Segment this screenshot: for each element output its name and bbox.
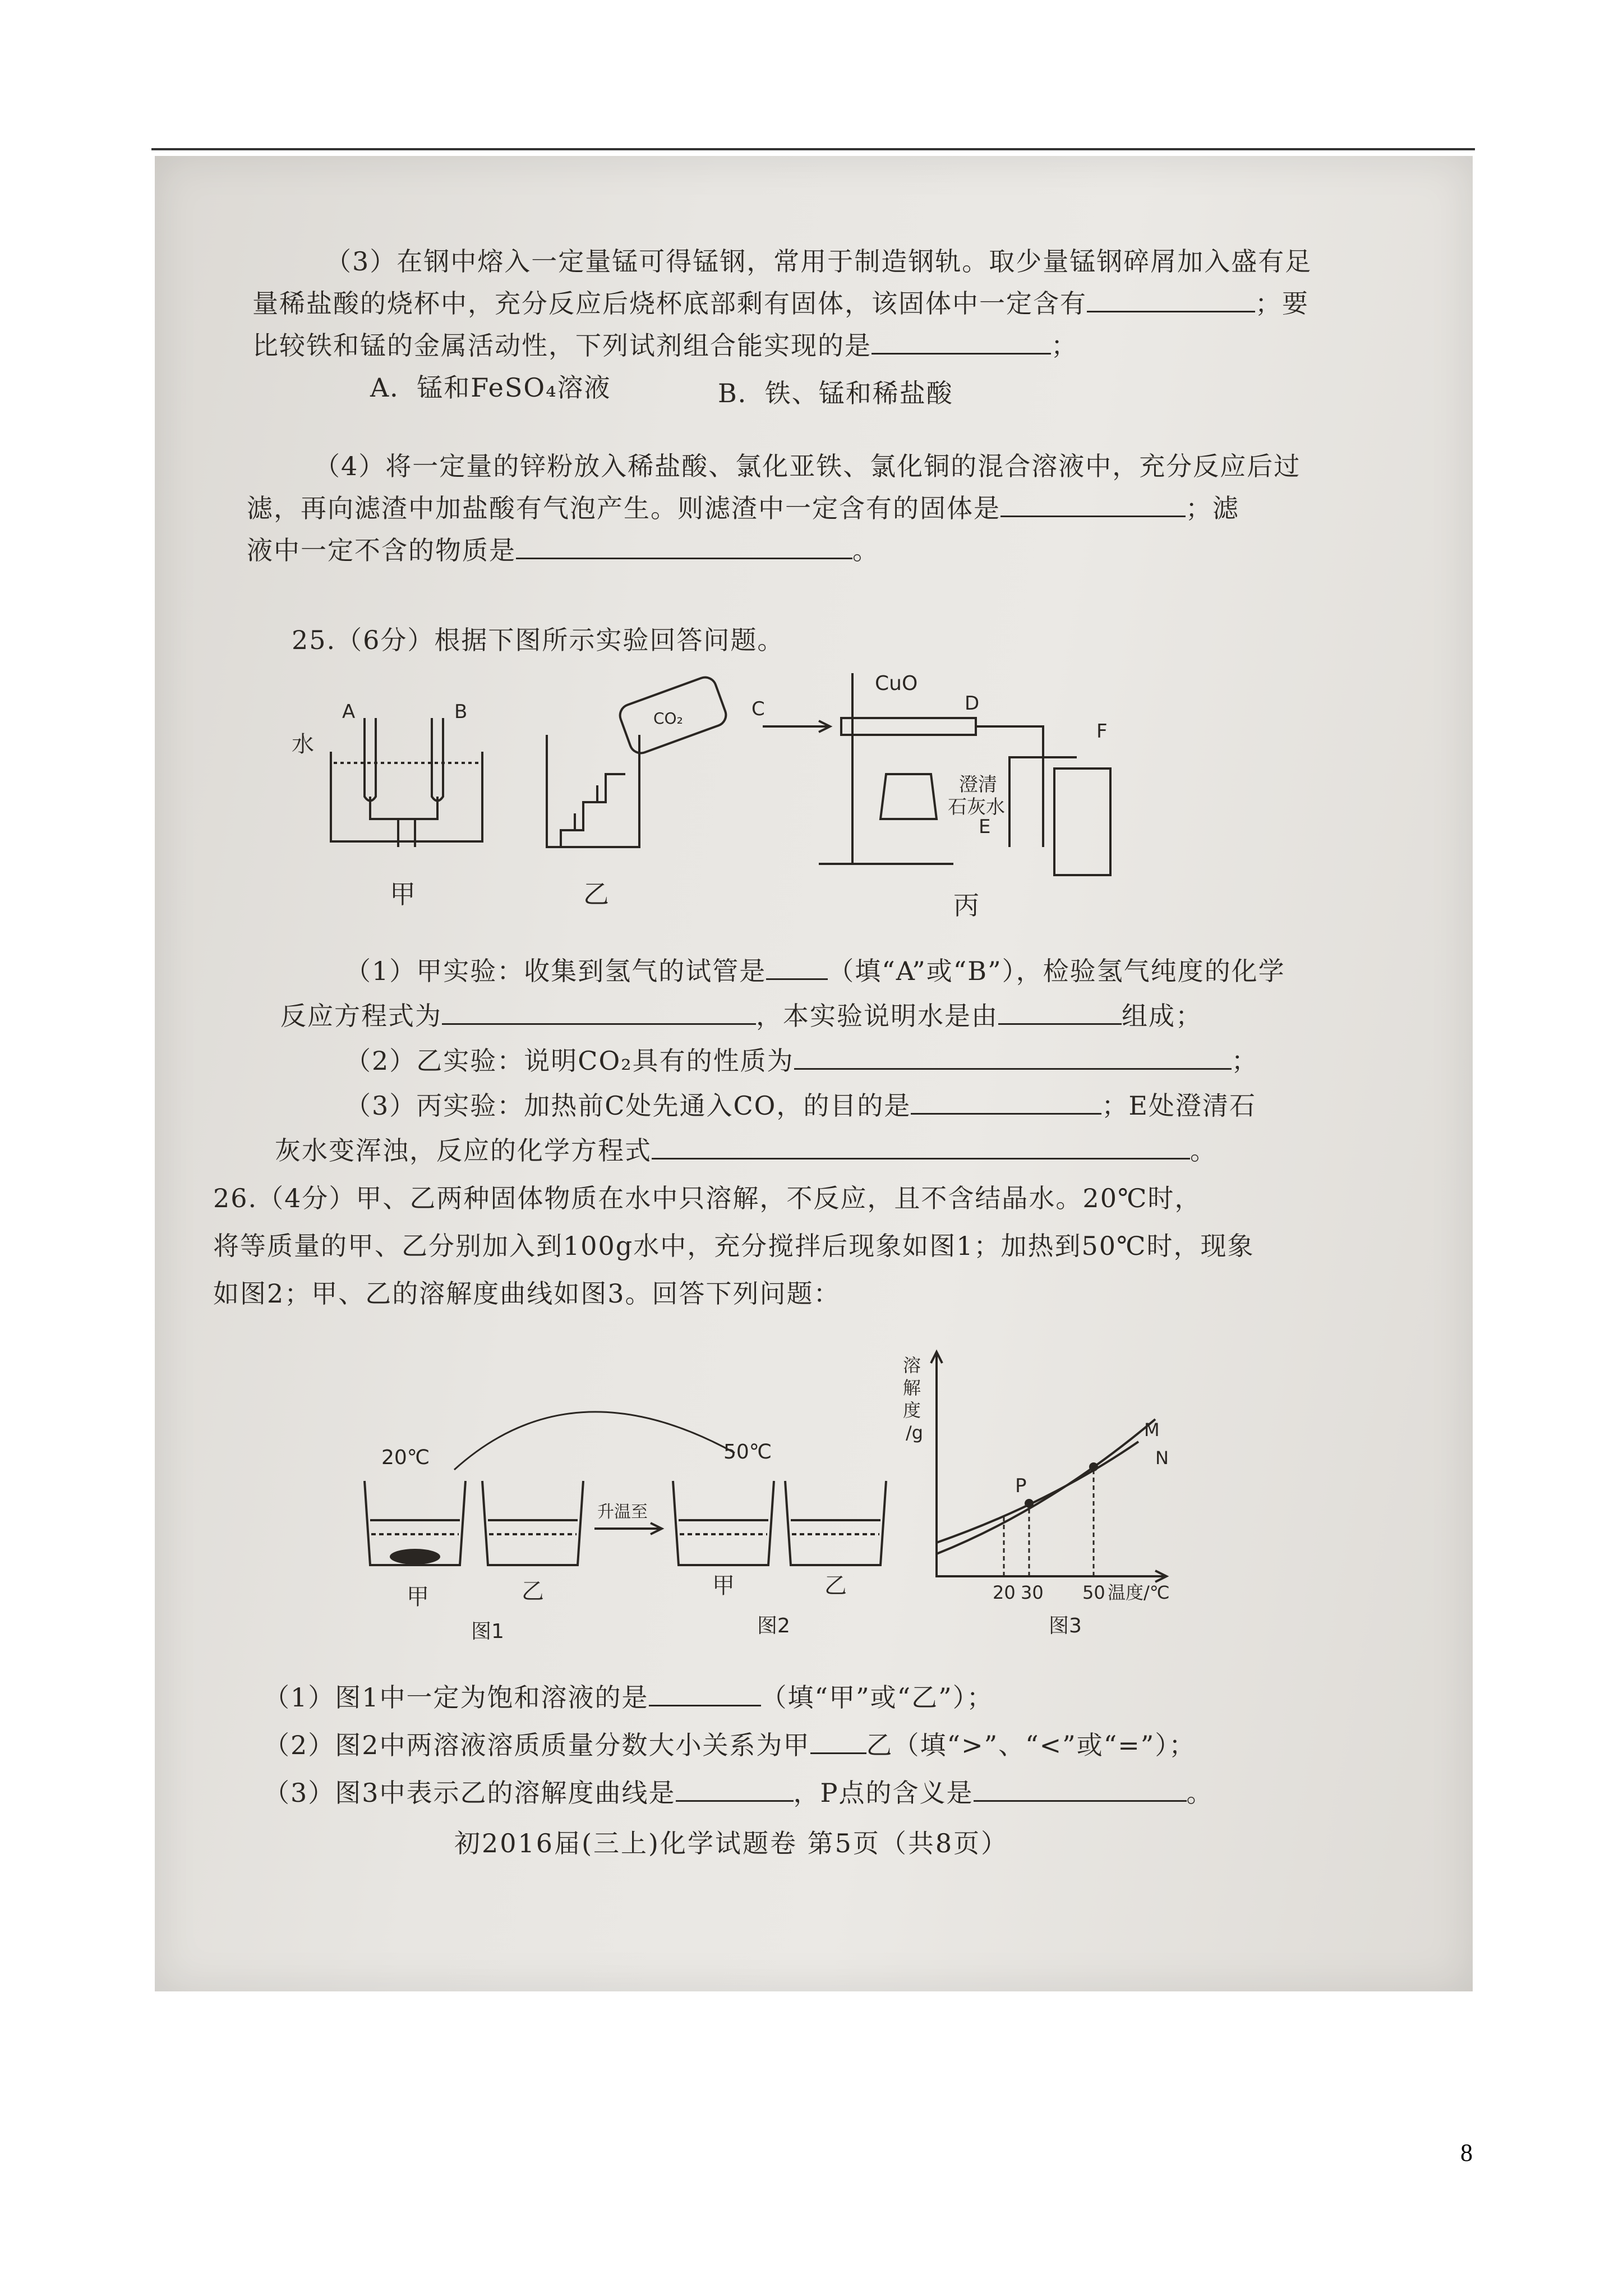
fig1-jia: 甲 [407,1584,429,1610]
q26-s3: （3）图3中表示乙的溶解度曲线是 ，P点的含义是 。 [264,1778,1214,1808]
fig2-jia: 甲 [712,1573,735,1599]
q25-title: 25.（6分）根据下图所示实验回答问题。 [292,625,785,655]
q24-option-a: A．锰和FeSO₄溶液 [370,372,611,403]
fig-yi-co2 [547,674,729,847]
q25-s3-line1: （3）丙实验：加热前C处先通入CO，的目的是 ；E处澄清石 [345,1091,1256,1121]
q25-figures [280,662,1178,942]
fig-yi-caption: 乙 [583,879,609,909]
fig-jia-caption: 甲 [390,879,416,909]
q24-p4-line3: 液中一定不含的物质是 。 [247,535,879,565]
fig1-caption: 图1 [471,1620,504,1643]
fig3-tick-50: 50 [1082,1582,1105,1603]
q25-s3-line2: 灰水变浑浊，反应的化学方程式 。 [275,1135,1217,1166]
fig-bing-label-cuo: CuO [875,672,918,695]
fig3-ylabel-0: 溶 [903,1355,921,1376]
fig1-temp-20: 20℃ [381,1446,430,1469]
q24-p4-line1: （4）将一定量的锌粉放入稀盐酸、氯化亚铁、氯化铜的混合溶液中，充分反应后过 [314,451,1301,481]
q24-p3-line2: 量稀盐酸的烧杯中，充分反应后烧杯底部剩有固体，该固体中一定含有 ；要 [252,288,1309,319]
q26-s1: （1）图1中一定为饱和溶液的是 （填“甲”或“乙”）； [264,1682,994,1713]
fig3-solubility-chart [931,1352,1166,1582]
fig-bing-label-f: F [1096,720,1108,743]
q26-line2: 将等质量的甲、乙分别加入到100g水中，充分搅拌后现象如图1；加热到50℃时，现象 [213,1231,1255,1261]
top-rule [151,148,1475,150]
page-number: 8 [1460,2139,1473,2166]
fig3-curve-n: N [1155,1447,1169,1469]
fig-bing-label-lime1: 澄清 [959,774,997,796]
q26-figures [348,1329,1223,1644]
fig3-tick-30: 30 [1021,1582,1044,1603]
q26-line3: 如图2；甲、乙的溶解度曲线如图3。回答下列问题： [213,1278,841,1309]
fig-bing-apparatus [763,673,1110,875]
q24-p3-line1: （3）在钢中熔入一定量锰可得锰钢，常用于制造钢轨。取少量锰钢碎屑加入盛有足 [325,246,1312,277]
page-footer: 初2016届(三上)化学试题卷 第5页（共8页） [454,1828,1009,1858]
q24-p3-line3: 比较铁和锰的金属活动性，下列试剂组合能实现的是 ； [252,330,1078,361]
fig-jia-electrolysis [331,718,482,847]
fig1-yi: 乙 [522,1579,544,1604]
fig-bing-caption: 丙 [953,890,979,921]
q26-s2: （2）图2中两溶液溶质质量分数大小关系为甲 乙（填“>”、“<”或“=”）； [264,1730,1196,1760]
fig3-curve-m: M [1144,1419,1160,1441]
fig2-caption: 图2 [757,1614,790,1637]
fig2-yi: 乙 [824,1573,847,1599]
fig3-ylabel-1: 解 [903,1377,921,1398]
fig-jia-label-water: 水 [292,731,314,757]
fig-bing-label-d: D [965,692,980,715]
fig-arrow-label: 升温至 [597,1502,648,1522]
fig-yi-label-co2: CO₂ [653,709,683,728]
fig3-point-p: P [1015,1475,1027,1497]
fig-bing-label-e: E [979,816,991,838]
q24-option-b: B．铁、锰和稀盐酸 [718,378,953,408]
q25-s1-line1: （1）甲实验：收集到氢气的试管是 （填“A”或“B”），检验氢气纯度的化学 [345,956,1285,986]
fig3-tick-20: 20 [993,1582,1016,1603]
fig2-temp-50: 50℃ [723,1441,772,1464]
q25-s1-line2: 反应方程式为 ，本实验说明水是由 组成； [280,1001,1202,1031]
fig3-ylabel-3: /g [906,1422,924,1443]
fig-bing-label-c: C [751,698,765,720]
fig3-ylabel-2: 度 [903,1400,921,1421]
fig-bing-label-lime2: 石灰水 [948,796,1005,818]
q25-s2: （2）乙实验：说明CO₂具有的性质为 ； [345,1046,1258,1076]
fig-jia-label-a: A [342,701,356,723]
fig3-xlabel: 温度/℃ [1108,1582,1170,1603]
q24-p4-line2: 滤，再向滤渣中加盐酸有气泡产生。则滤渣中一定含有的固体是 ；滤 [247,493,1239,523]
fig3-caption: 图3 [1049,1614,1082,1637]
q26-line1: 26.（4分）甲、乙两种固体物质在水中只溶解，不反应，且不含结晶水。20℃时， [213,1183,1202,1213]
fig-jia-label-b: B [454,701,468,723]
